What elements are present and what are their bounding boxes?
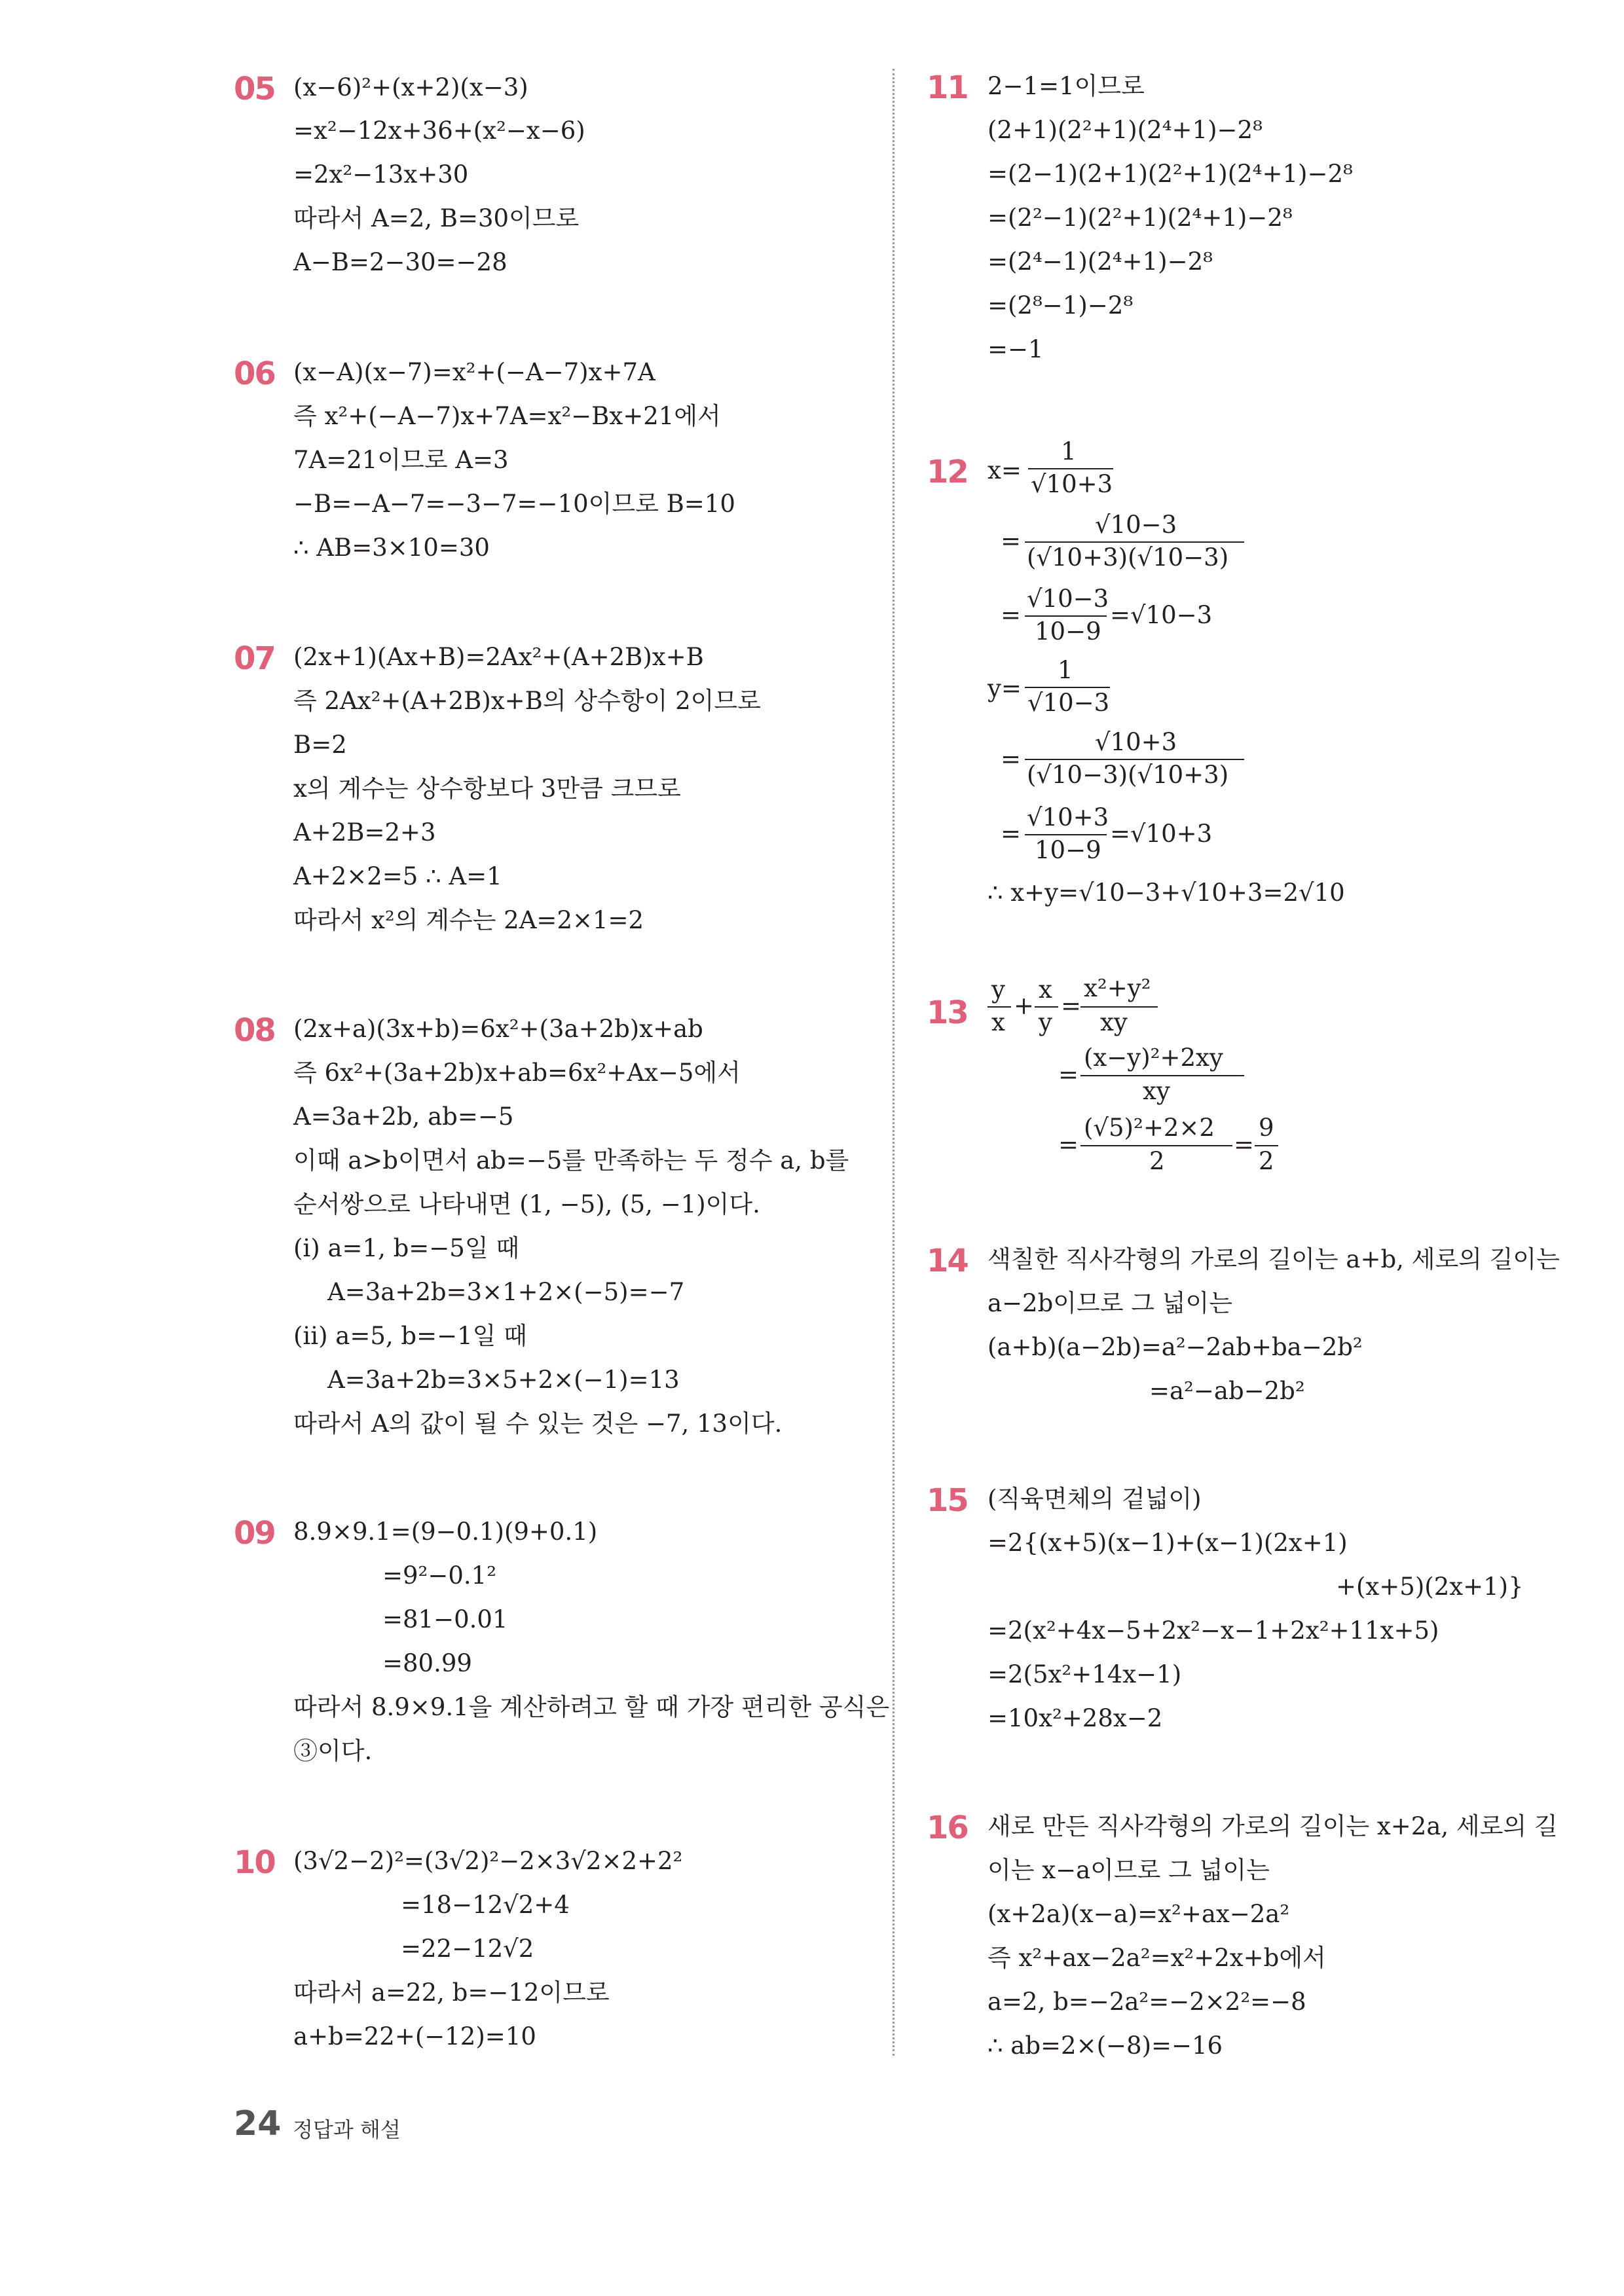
p12-f3-den: 10−9 <box>1035 617 1101 646</box>
p12-x-lhs: x= <box>987 456 1022 484</box>
p12-y-lhs: y= <box>987 674 1022 702</box>
p09-line: 따라서 8.9×9.1을 계산하려고 할 때 가장 편리한 공식은 <box>293 1693 890 1721</box>
p07-line: A+2B=2+3 <box>293 818 436 847</box>
p06-line: (x−A)(x−7)=x²+(−A−7)x+7A <box>293 358 655 386</box>
p12-eq: = <box>1001 601 1022 629</box>
p09-line: ③이다. <box>293 1737 373 1765</box>
p15-line: =2{(x+5)(x−1)+(x−1)(2x+1) <box>987 1529 1348 1557</box>
p12-f3-tail: =√10−3 <box>1110 601 1213 629</box>
p16-line: a=2, b=−2a²=−2×2²=−8 <box>987 1988 1306 2016</box>
p07-line: A+2×2=5 ∴ A=1 <box>293 862 502 890</box>
p08-line: (ⅱ) a=5, b=−1일 때 <box>293 1322 527 1350</box>
column-divider <box>893 69 895 2056</box>
p09-line: =80.99 <box>382 1649 472 1677</box>
p08-line: 따라서 A의 값이 될 수 있는 것은 −7, 13이다. <box>293 1410 783 1438</box>
p13-d-den: xy <box>1143 1077 1170 1105</box>
p07-line: (2x+1)(Ax+B)=2Ax²+(A+2B)x+B <box>293 643 704 671</box>
p12-f5-den: (√10−3)(√10+3) <box>1027 761 1229 789</box>
problem-number-12: 12 <box>927 454 968 490</box>
p11-line: =(2⁸−1)−2⁸ <box>987 291 1134 319</box>
p05-line: A−B=2−30=−28 <box>293 248 507 276</box>
problem-number-11: 11 <box>927 69 968 106</box>
p09-line: 8.9×9.1=(9−0.1)(9+0.1) <box>293 1518 598 1546</box>
p11-line: =−1 <box>987 335 1044 363</box>
p10-line: =22−12√2 <box>401 1935 534 1963</box>
p07-line: B=2 <box>293 731 347 759</box>
p13-c-num: x²+y² <box>1084 974 1151 1002</box>
p16-line: 즉 x²+ax−2a²=x²+2x+b에서 <box>987 1944 1326 1972</box>
p12-eq: = <box>1001 745 1022 773</box>
p13-f-den: 2 <box>1259 1147 1274 1175</box>
p14-line: a−2b이므로 그 넓이는 <box>987 1289 1233 1317</box>
p16-line: ∴ ab=2×(−8)=−16 <box>987 2032 1223 2060</box>
p12-f5-num: √10+3 <box>1095 728 1177 756</box>
problem-number-06: 06 <box>234 355 275 392</box>
p13-a-num: y <box>991 975 1005 1004</box>
p08-line: (ⅰ) a=1, b=−5일 때 <box>293 1234 520 1262</box>
p12-f6-den: 10−9 <box>1035 836 1101 864</box>
section-label: 정답과 해설 <box>293 2117 401 2142</box>
p07-line: 즉 2Ax²+(A+2B)x+B의 상수항이 2이므로 <box>293 687 761 715</box>
fraction-bar <box>1080 1006 1158 1008</box>
p13-c-den: xy <box>1100 1008 1128 1036</box>
p11-line: (2+1)(2²+1)(2⁴+1)−2⁸ <box>987 116 1263 144</box>
p10-line: (3√2−2)²=(3√2)²−2×3√2×2+2² <box>293 1847 683 1875</box>
fraction-bar <box>1035 1006 1058 1008</box>
p06-line: 즉 x²+(−A−7)x+7A=x²−Bx+21에서 <box>293 402 721 430</box>
p08-line: A=3a+2b=3×5+2×(−1)=13 <box>327 1366 680 1394</box>
fraction-bar <box>1025 759 1244 760</box>
p13-a-den: x <box>991 1008 1005 1036</box>
p15-line: =10x²+28x−2 <box>987 1704 1163 1732</box>
p14-line: (a+b)(a−2b)=a²−2ab+ba−2b² <box>987 1333 1363 1361</box>
p12-f6-tail: =√10+3 <box>1110 820 1213 848</box>
p09-line: =9²−0.1² <box>382 1561 497 1590</box>
fraction-bar <box>1255 1145 1278 1146</box>
p13-eq: = <box>1061 992 1082 1020</box>
p14-line: =a²−ab−2b² <box>1149 1377 1305 1405</box>
problem-number-07: 07 <box>234 640 275 677</box>
p10-line: a+b=22+(−12)=10 <box>293 2022 536 2050</box>
p12-eq: = <box>1001 527 1022 555</box>
p06-line: −B=−A−7=−3−7=−10이므로 B=10 <box>293 490 735 518</box>
p13-f-num: 9 <box>1259 1114 1274 1142</box>
p08-line: 이때 a>b이면서 ab=−5를 만족하는 두 정수 a, b를 <box>293 1146 849 1175</box>
p09-line: =81−0.01 <box>382 1605 508 1633</box>
p12-f3-num: √10−3 <box>1027 585 1109 613</box>
fraction-bar <box>1080 1075 1244 1076</box>
p08-line: 즉 6x²+(3a+2b)x+ab=6x²+Ax−5에서 <box>293 1059 741 1087</box>
p12-f4-den: √10−3 <box>1027 689 1110 717</box>
fraction-bar <box>1025 541 1244 543</box>
p12-f4-num: 1 <box>1058 656 1073 684</box>
problem-number-16: 16 <box>927 1810 968 1846</box>
p12-f1-num: 1 <box>1061 437 1077 465</box>
p12-f6-num: √10+3 <box>1027 803 1109 831</box>
p05-line: (x−6)²+(x+2)(x−3) <box>293 73 528 101</box>
p08-line: 순서쌍으로 나타내면 (1, −5), (5, −1)이다. <box>293 1190 760 1218</box>
p13-eq: = <box>1058 1061 1079 1089</box>
problem-number-09: 09 <box>234 1515 275 1552</box>
p16-line: 새로 만든 직사각형의 가로의 길이는 x+2a, 세로의 길 <box>987 1812 1558 1840</box>
p08-line: A=3a+2b=3×1+2×(−5)=−7 <box>327 1278 685 1306</box>
p12-f2-num: √10−3 <box>1095 511 1177 539</box>
p11-line: 2−1=1이므로 <box>987 72 1145 100</box>
problem-number-08: 08 <box>234 1012 275 1049</box>
problem-number-13: 13 <box>927 994 968 1031</box>
p13-eq: = <box>1234 1131 1255 1159</box>
p07-line: 따라서 x²의 계수는 2A=2×1=2 <box>293 906 644 934</box>
page-number: 24 <box>234 2104 282 2143</box>
p12-eq: = <box>1001 820 1022 848</box>
p08-line: A=3a+2b, ab=−5 <box>293 1102 514 1131</box>
p11-line: =(2⁴−1)(2⁴+1)−2⁸ <box>987 247 1213 276</box>
p13-d-num: (x−y)²+2xy <box>1084 1044 1223 1072</box>
p13-b-den: y <box>1039 1008 1052 1036</box>
p13-b-num: x <box>1039 975 1052 1004</box>
p08-line: (2x+a)(3x+b)=6x²+(3a+2b)x+ab <box>293 1015 703 1043</box>
fraction-bar <box>1080 1145 1232 1146</box>
fraction-bar <box>1028 468 1113 469</box>
fraction-bar <box>1025 834 1107 835</box>
p12-final: ∴ x+y=√10−3+√10+3=2√10 <box>987 879 1345 907</box>
p15-line: +(x+5)(2x+1)} <box>1336 1573 1524 1601</box>
fraction-bar <box>987 1006 1011 1008</box>
p06-line: 7A=21이므로 A=3 <box>293 446 509 474</box>
p15-line: =2(5x²+14x−1) <box>987 1660 1182 1688</box>
p12-f1-den: √10+3 <box>1031 470 1113 498</box>
p16-line: (x+2a)(x−a)=x²+ax−2a² <box>987 1900 1290 1928</box>
p05-line: =x²−12x+36+(x²−x−6) <box>293 117 585 145</box>
p07-line: x의 계수는 상수항보다 3만큼 크므로 <box>293 774 681 803</box>
p05-line: =2x²−13x+30 <box>293 160 469 189</box>
p15-line: =2(x²+4x−5+2x²−x−1+2x²+11x+5) <box>987 1616 1439 1645</box>
problem-number-05: 05 <box>234 71 275 107</box>
p06-line: ∴ AB=3×10=30 <box>293 534 490 562</box>
p10-line: =18−12√2+4 <box>401 1891 570 1919</box>
problem-number-15: 15 <box>927 1482 968 1519</box>
p10-line: 따라서 a=22, b=−12이므로 <box>293 1978 610 2007</box>
p12-f2-den: (√10+3)(√10−3) <box>1027 543 1229 572</box>
p13-e-den: 2 <box>1149 1147 1165 1175</box>
p13-eq: = <box>1058 1131 1079 1159</box>
fraction-bar <box>1025 687 1110 688</box>
p15-line: (직육면체의 겉넓이) <box>987 1485 1202 1513</box>
fraction-bar <box>1025 615 1107 617</box>
p16-line: 이는 x−a이므로 그 넓이는 <box>987 1856 1270 1884</box>
p13-plus: + <box>1014 992 1035 1020</box>
p14-line: 색칠한 직사각형의 가로의 길이는 a+b, 세로의 길이는 <box>987 1245 1560 1273</box>
p11-line: =(2²−1)(2²+1)(2⁴+1)−2⁸ <box>987 204 1293 232</box>
problem-number-10: 10 <box>234 1844 275 1881</box>
p11-line: =(2−1)(2+1)(2²+1)(2⁴+1)−2⁸ <box>987 160 1353 188</box>
p05-line: 따라서 A=2, B=30이므로 <box>293 204 580 232</box>
p13-e-num: (√5)²+2×2 <box>1084 1114 1215 1142</box>
problem-number-14: 14 <box>927 1243 968 1279</box>
